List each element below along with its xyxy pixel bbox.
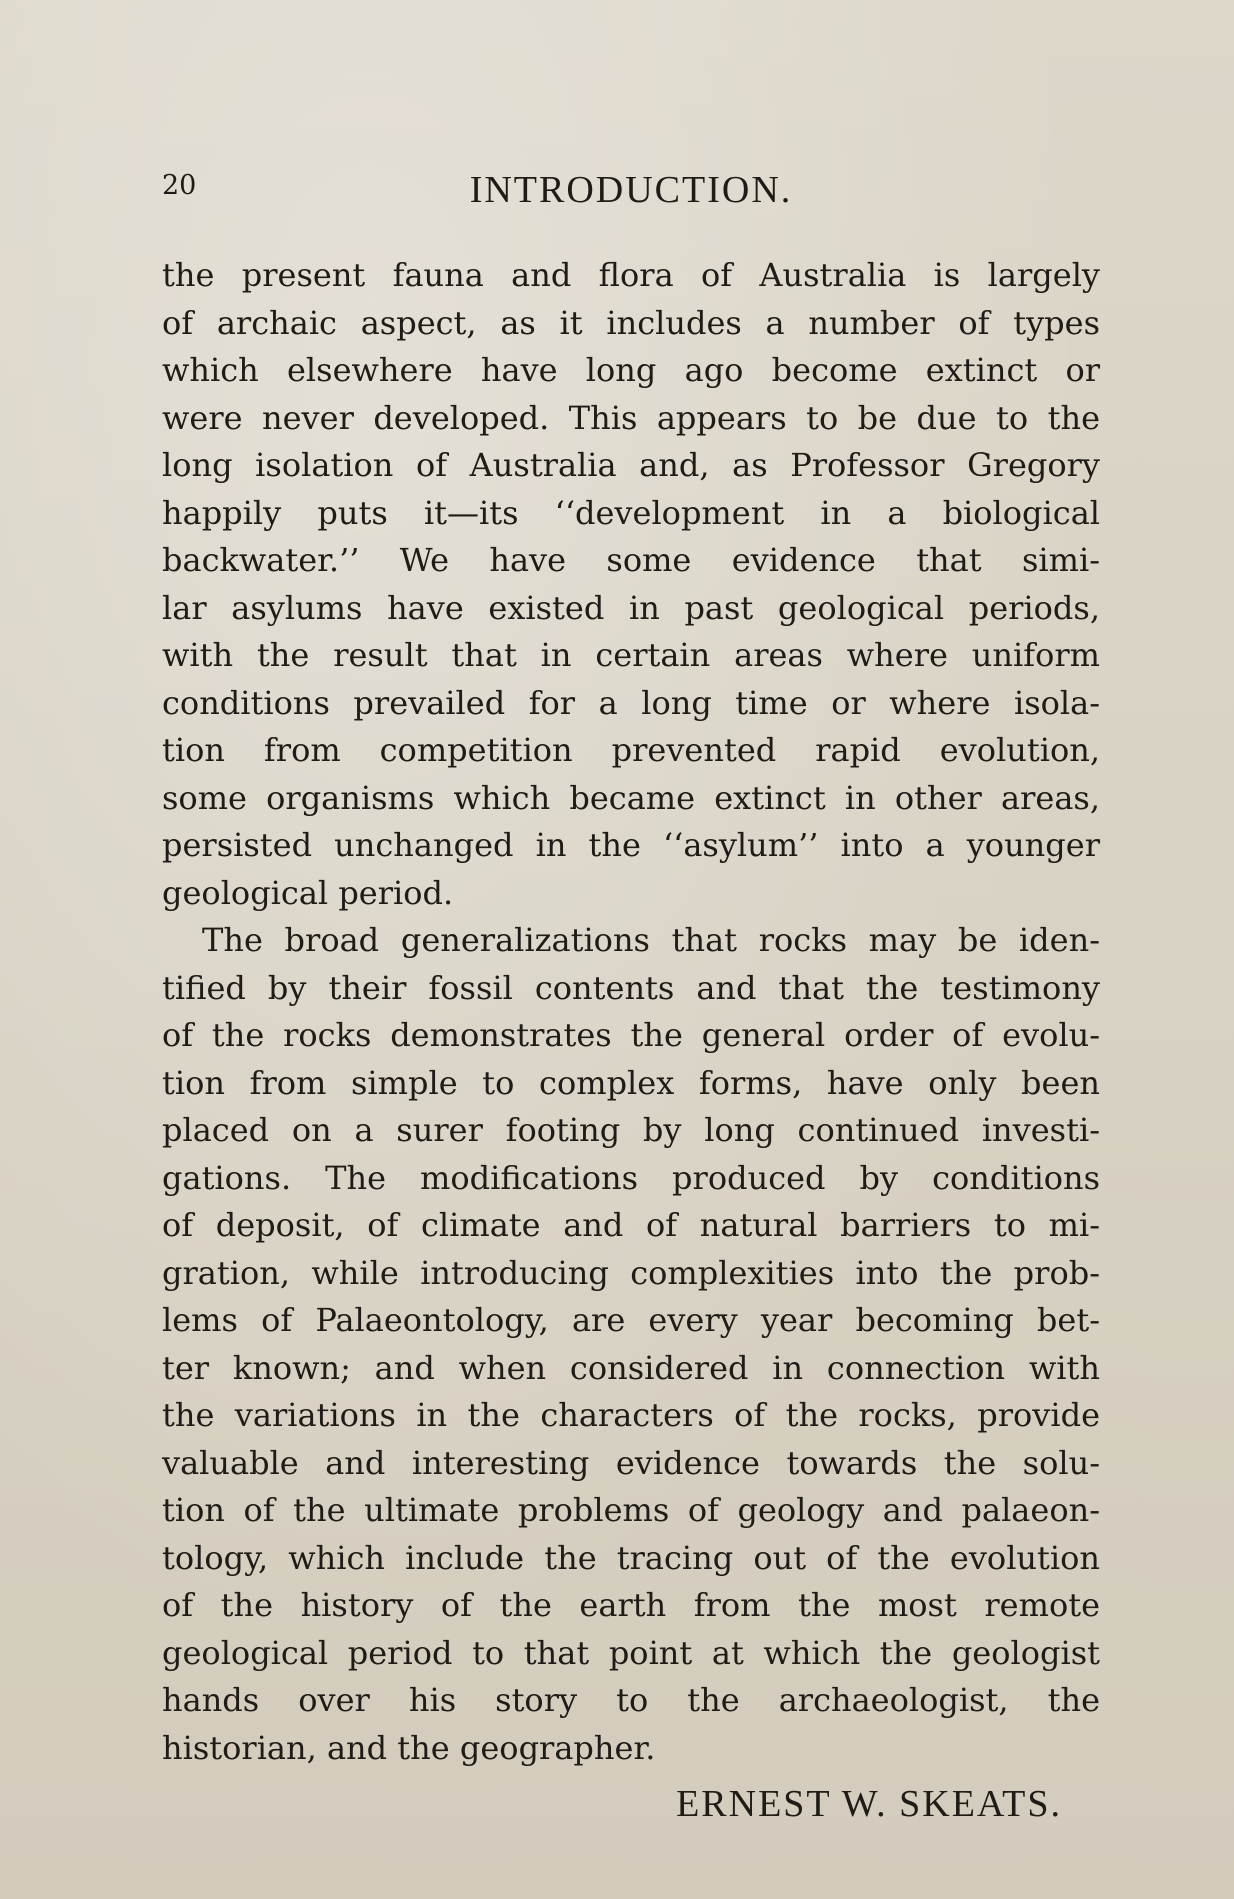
author-signature: ERNEST W. SKEATS. — [676, 1783, 1062, 1825]
text-line: conditions prevailed for a long time or where isola- — [162, 683, 1100, 722]
text-line: placed on a surer footing by long continued investi- — [162, 1111, 1100, 1149]
text-line: of archaic aspect, as it includes a number of types — [162, 303, 1100, 342]
text-line: backwater.’’ We have some evidence that simi- — [162, 541, 1100, 579]
text-line: of deposit, of climate and of natural barriers to mi- — [162, 1206, 1100, 1244]
text-line: were never developed. This appears to be due to the — [162, 398, 1100, 437]
text-line: tion of the ultimate problems of geology and palaeon- — [162, 1491, 1100, 1529]
text-line: valuable and interesting evidence towards the solu- — [162, 1443, 1100, 1482]
body-text — [162, 252, 1100, 1772]
text-line: happily puts it—its ‘‘development in a biological — [162, 493, 1100, 532]
text-line: some organisms which became extinct in other areas, — [162, 778, 1100, 817]
text-line: tology, which include the tracing out of the evolution — [162, 1538, 1100, 1577]
text-line: gations. The modifications produced by conditions — [162, 1158, 1100, 1197]
text-line: persisted unchanged in the ‘‘asylum’’ into a younger — [162, 826, 1100, 864]
text-line: lar asylums have existed in past geological periods, — [162, 588, 1100, 627]
text-line: the present fauna and flora of Australia is largely — [162, 256, 1100, 294]
text-line: tion from simple to complex forms, have only been — [162, 1063, 1100, 1102]
text-line: of the rocks demonstrates the general order of evolu- — [162, 1016, 1100, 1054]
text-line: tified by their fossil contents and that the testimony — [162, 968, 1100, 1007]
text-line: geological period. — [162, 873, 454, 912]
page-number: 20 — [162, 170, 197, 201]
text-line: hands over his story to the archaeologist, the — [162, 1681, 1100, 1719]
running-title: INTRODUCTION. — [469, 169, 793, 211]
text-line: with the result that in certain areas where uniform — [162, 636, 1100, 674]
text-line: geological period to that point at which the geologist — [162, 1633, 1100, 1672]
text-line: the variations in the characters of the rocks, provide — [162, 1396, 1100, 1434]
text-line: long isolation of Australia and, as Professor Gregory — [162, 446, 1100, 484]
text-line: tion from competition prevented rapid evolution, — [162, 731, 1100, 769]
text-line: lems of Palaeontology, are every year becoming bet- — [162, 1301, 1100, 1339]
text-line: which elsewhere have long ago become extinct or — [162, 351, 1100, 389]
text-line: of the history of the earth from the most remote — [162, 1586, 1100, 1624]
running-head — [162, 168, 1100, 214]
text-line: ter known; and when considered in connection with — [162, 1348, 1100, 1387]
text-line: historian, and the geographer. — [162, 1728, 656, 1767]
text-line: The broad generalizations that rocks may be iden- — [202, 921, 1100, 959]
text-line: gration, while introducing complexities into the prob- — [162, 1253, 1100, 1292]
